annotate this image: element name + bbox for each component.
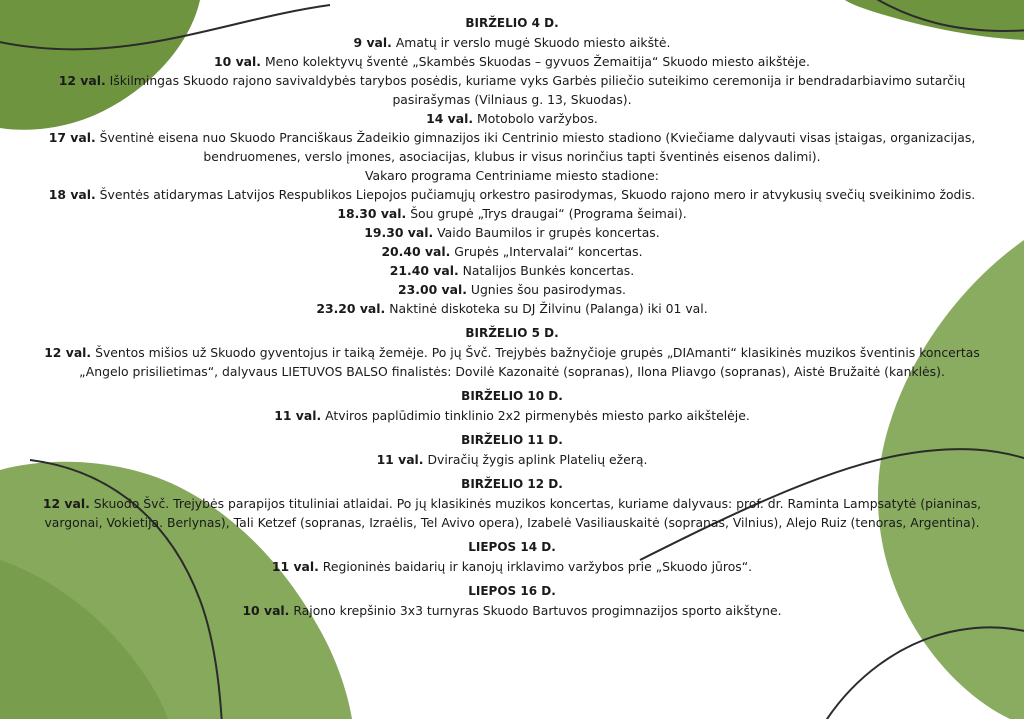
event-text: Grupės „Intervalai“ koncertas. xyxy=(454,244,643,259)
event-time: 19.30 val. xyxy=(364,225,434,240)
event-time: 9 val. xyxy=(353,35,392,50)
event-time: 18 val. xyxy=(48,187,96,202)
event-line xyxy=(42,52,982,71)
day-title: LIEPOS 14 D. xyxy=(468,540,556,554)
day-title: BIRŽELIO 10 D. xyxy=(461,389,563,403)
day-title: BIRŽELIO 11 D. xyxy=(461,433,563,447)
event-time: 18.30 val. xyxy=(337,206,407,221)
event-text: Natalijos Bunkės koncertas. xyxy=(462,263,635,278)
event-line xyxy=(42,450,982,469)
event-time: 10 val. xyxy=(242,603,290,618)
program-content xyxy=(0,14,1024,626)
event-text: Iškilmingas Skuodo rajono savivaldybės tarybos posėdis, kuriame vyks Garbės piliečio suteikimo ceremonija ir bendradarbiavimo sutarčių pasirašymas (Vilniaus g. 13, Skuodas). xyxy=(109,73,966,107)
event-text: Vakaro programa Centriniame miesto stadione: xyxy=(365,168,659,183)
event-text: Šventinė eisena nuo Skuodo Pranciškaus Žadeikio gimnazijos iki Centrinio miesto stadiono (Kviečiame dalyvauti visas įstaigas, organizacijas, bendruomenes, verslo įmones, asociacijas, klubus ir visus norinčius tapti šventinės eisenos dalimi). xyxy=(99,130,976,164)
event-text: Vaido Baumilos ir grupės koncertas. xyxy=(437,225,660,240)
day-title: BIRŽELIO 5 D. xyxy=(465,326,559,340)
event-text: Naktinė diskoteka su DJ Žilvinu (Palanga) iki 01 val. xyxy=(389,301,708,316)
day-block xyxy=(0,324,1024,381)
day-block xyxy=(0,431,1024,469)
event-time: 17 val. xyxy=(48,130,96,145)
event-line xyxy=(42,343,982,381)
event-time: 23.00 val. xyxy=(398,282,467,297)
event-time: 11 val. xyxy=(271,559,319,574)
event-time: 12 val. xyxy=(44,345,92,360)
event-text: Šventos mišios už Skuodo gyventojus ir taiką žemėje. Po jų Švč. Trejybės bažnyčioje grupės „DIAmanti“ klasikinės muzikos šventinis koncertas „Angelo prisilietimas“, dalyvaus LIETUVOS BALSO finalistės: Dovilė Kazonaitė (sopranas), Ilona Pliavgo (sopranas), Aistė Bružaitė (kanklės). xyxy=(79,345,980,379)
event-line xyxy=(42,557,982,576)
event-text: Šou grupė „Trys draugai“ (Programa šeimai). xyxy=(410,206,687,221)
event-text: Skuodo Švč. Trejybės parapijos tituliniai atlaidai. Po jų klasikinės muzikos koncertas, kuriame dalyvaus: prof. dr. Raminta Lampsatytė (pianinas, vargonai, Vokietija. Berlynas), Tali Ketzef (sopranas, Izraėlis, Tel Avivo opera), Izabelė Vasiliauskaitė (sopranas, Vilnius), Alejo Ruiz (tenoras, Argentina). xyxy=(44,496,982,530)
event-time: 11 val. xyxy=(274,408,322,423)
day-block xyxy=(0,475,1024,532)
event-text: Motobolo varžybos. xyxy=(477,111,598,126)
event-line xyxy=(42,280,982,299)
evening-program-heading xyxy=(42,166,982,185)
event-text: Ugnies šou pasirodymas. xyxy=(470,282,626,297)
day-block xyxy=(0,582,1024,620)
event-time: 12 val. xyxy=(58,73,106,88)
event-line xyxy=(42,406,982,425)
day-title: BIRŽELIO 4 D. xyxy=(465,16,559,30)
event-text: Rajono krepšinio 3x3 turnyras Skuodo Bartuvos progimnazijos sporto aikštyne. xyxy=(293,603,782,618)
event-line xyxy=(42,128,982,166)
event-line xyxy=(42,204,982,223)
event-line xyxy=(42,223,982,242)
event-time: 12 val. xyxy=(42,496,90,511)
event-text: Atviros paplūdimio tinklinio 2x2 pirmenybės miesto parko aikštelėje. xyxy=(325,408,750,423)
event-text: Šventės atidarymas Latvijos Respublikos Liepojos pučiamųjų orkestro pasirodymas, Skuodo rajono mero ir atvykusių svečių sveikinimo žodis. xyxy=(99,187,976,202)
event-time: 14 val. xyxy=(426,111,474,126)
day-title: BIRŽELIO 12 D. xyxy=(461,477,563,491)
event-time: 21.40 val. xyxy=(389,263,459,278)
event-line xyxy=(42,299,982,318)
day-block xyxy=(0,538,1024,576)
event-time: 10 val. xyxy=(214,54,261,69)
day-block xyxy=(0,14,1024,318)
day-block xyxy=(0,387,1024,425)
event-line xyxy=(42,494,982,532)
event-text: Amatų ir verslo mugė Skuodo miesto aikštė. xyxy=(395,35,671,50)
event-time: 23.20 val. xyxy=(316,301,386,316)
event-text: Regioninės baidarių ir kanojų irklavimo varžybos prie „Skuodo jūros“. xyxy=(322,559,753,574)
event-line xyxy=(42,71,982,109)
event-text: Dviračių žygis aplink Platelių ežerą. xyxy=(427,452,648,467)
event-line xyxy=(42,109,982,128)
event-line xyxy=(42,185,982,204)
event-line xyxy=(42,33,982,52)
event-line xyxy=(42,601,982,620)
event-line xyxy=(42,261,982,280)
event-text: Meno kolektyvų šventė „Skambės Skuodas – gyvuos Žemaitija“ Skuodo miesto aikštėje. xyxy=(264,54,810,69)
day-title: LIEPOS 16 D. xyxy=(468,584,556,598)
event-line xyxy=(42,242,982,261)
event-time: 11 val. xyxy=(376,452,424,467)
event-time: 20.40 val. xyxy=(381,244,451,259)
